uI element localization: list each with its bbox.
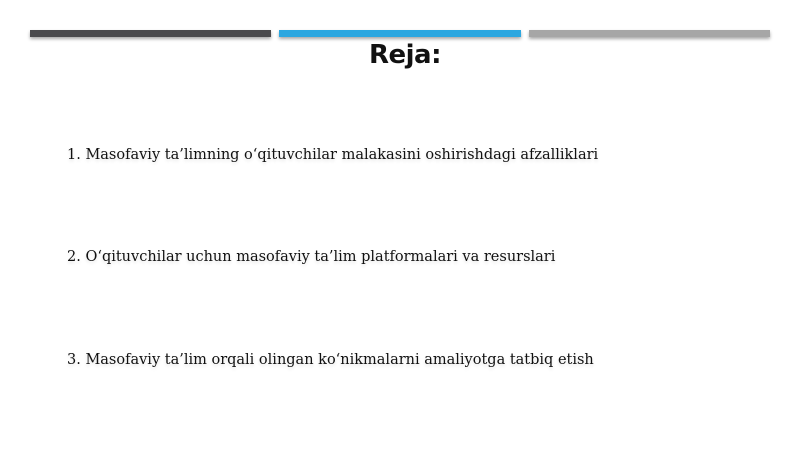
header-bar-blue xyxy=(279,30,521,37)
plan-item-3: 3. Masofaviy ta’lim orqali olingan ko‘nikmalarni amaliyotga tatbiq etish xyxy=(67,352,594,368)
header-bar-dark xyxy=(30,30,271,37)
plan-item-1: 1. Masofaviy ta’limning o‘qituvchilar malakasini oshirishdagi afzalliklari xyxy=(67,147,599,163)
slide-title: Reja: xyxy=(368,40,441,70)
plan-item-2: 2. O‘qituvchilar uchun masofaviy ta’lim platformalari va resurslari xyxy=(67,249,556,265)
header-bar-gray xyxy=(529,30,770,37)
